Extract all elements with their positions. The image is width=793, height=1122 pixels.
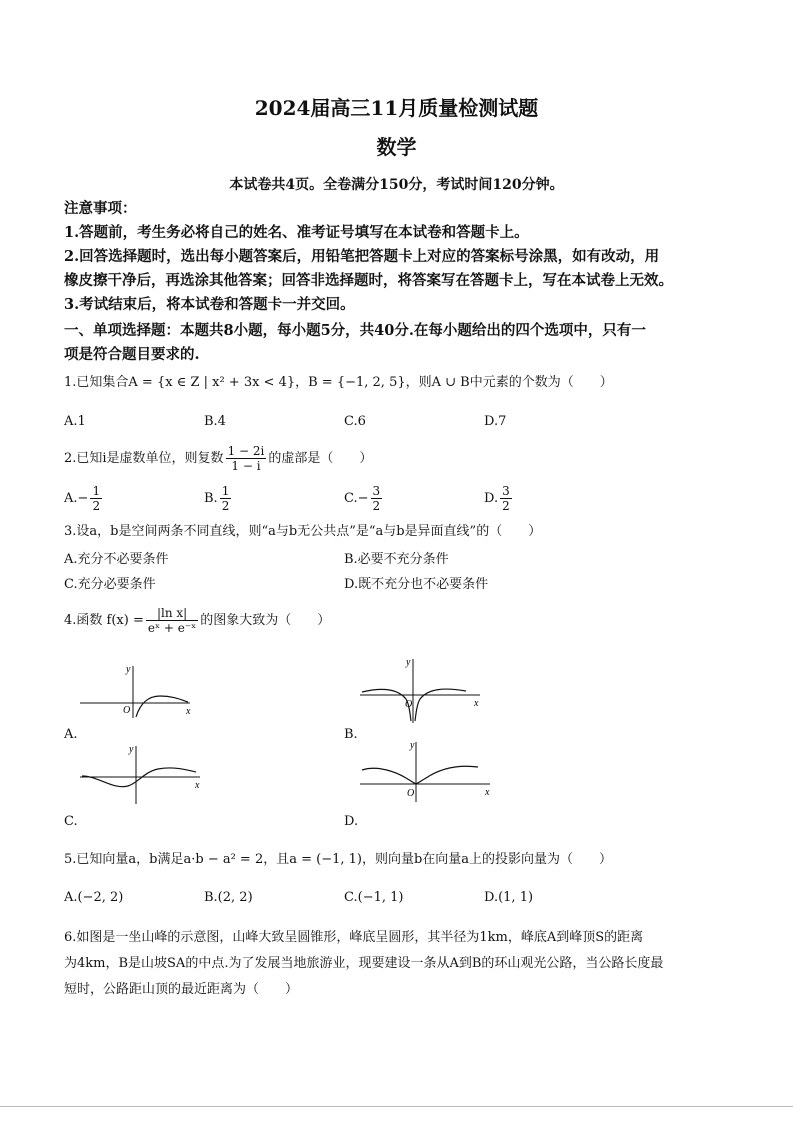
exam-title: 2024届高三11月质量检测试题	[254, 96, 539, 120]
q3-option-b: B.必要不充分条件	[344, 552, 449, 567]
q4-label-d: D.	[344, 814, 359, 829]
q2-denominator: 1 − i	[231, 459, 261, 473]
graph-a-y-label: y	[126, 664, 131, 675]
note-item-2-cont: 橡皮擦干净后，再选涂其他答案；回答非选择题时，将答案写在答题卡上，写在本试卷上无效。	[64, 272, 673, 289]
q2-option-d	[484, 484, 514, 513]
q5-option-c: C.(−1, 1)	[344, 890, 404, 905]
graph-d-y-label: y	[410, 740, 415, 751]
q2-option-c-den: 2	[372, 499, 381, 513]
q2-prefix: 2.已知i是虚数单位，则复数	[64, 451, 224, 466]
q2-option-c-label: C.	[344, 491, 358, 506]
q2-option-c-num: 3	[372, 484, 381, 498]
graph-a-origin: O	[123, 705, 131, 716]
section-heading-line2: 项是符合题目要求的.	[64, 346, 200, 363]
graph-d-x-label: x	[485, 787, 490, 798]
q4-graph-b	[358, 655, 488, 723]
q2-option-b	[204, 484, 233, 513]
q3-option-d: D.既不充分也不必要条件	[344, 577, 489, 592]
graph-d-origin: O	[407, 788, 415, 799]
section-heading-line1: 一、单项选择题：本题共8小题，每小题5分，共40分.在每小题给出的四个选项中，只有一	[64, 322, 646, 339]
q4-denominator: eˣ + e⁻ˣ	[147, 621, 197, 635]
q2-option-c-sign: −	[357, 491, 369, 506]
q5-option-b: B.(2, 2)	[204, 890, 253, 905]
graph-b-y-label: y	[406, 657, 411, 668]
note-item-3: 3.考试结束后，将本试卷和答题卡一并交回。	[64, 296, 355, 313]
q2-option-d-num: 3	[502, 484, 510, 498]
q3-option-a: A.充分不必要条件	[64, 552, 169, 567]
graph-a-x-label: x	[186, 706, 191, 717]
notes-heading: 注意事项：	[64, 200, 137, 217]
graph-c-x-label: x	[195, 780, 200, 791]
q5-option-a: A.(−2, 2)	[64, 890, 124, 905]
q4-label-c: C.	[64, 814, 78, 829]
q2-option-d-fraction	[500, 484, 512, 513]
q6-stem-line1: 6.如图是一坐山峰的示意图，山峰大致呈圆锥形，峰底呈圆形，其半径为1km，峰底A到峰顶S的距离	[64, 930, 644, 945]
graph-b-origin: O	[405, 699, 413, 710]
q2-stem	[64, 444, 372, 473]
q2-option-a-num: 1	[92, 484, 101, 498]
q2-fraction	[226, 444, 267, 473]
q4-graph-a	[78, 660, 198, 718]
page-bottom-rule	[0, 1106, 793, 1107]
q2-option-c-fraction	[371, 484, 383, 513]
graph-a-curve	[136, 696, 188, 717]
q1-stem: 1.已知集合A = {x ∈ Z | x² + 3x < 4}，B = {−1, 2, 5}，则A ∪ B中元素的个数为（ ）	[64, 375, 613, 390]
q6-stem-line2: 为4km，B是山坡SA的中点.为了发展当地旅游业，现要建设一条从A到B的环山观光公路，当公路长度最	[64, 956, 664, 971]
q2-option-a-label: A.	[64, 491, 78, 506]
q4-graph-d	[358, 738, 498, 802]
q4-numerator: |ln x|	[146, 606, 198, 621]
q6-stem-line3: 短时，公路距山顶的最近距离为（ ）	[64, 982, 299, 997]
q2-suffix: 的虚部是（ ）	[268, 451, 373, 466]
q2-option-a-sign: −	[77, 491, 89, 506]
q2-option-c	[344, 484, 384, 513]
q4-label-a: A.	[64, 727, 78, 742]
q4-label-b: B.	[344, 727, 358, 742]
q1-option-c: C.6	[344, 414, 366, 429]
note-item-2: 2.回答选择题时，选出每小题答案后，用铅笔把答题卡上对应的答案标号涂黑，如有改动，用	[64, 248, 660, 265]
q2-option-b-label: B.	[204, 491, 218, 506]
q1-option-d: D.7	[484, 414, 507, 429]
q3-stem: 3.设a，b是空间两条不同直线，则“a与b无公共点”是“a与b是异面直线”的（ ）	[64, 524, 542, 539]
q2-numerator: 1 − 2i	[227, 444, 265, 458]
q5-option-d: D.(1, 1)	[484, 890, 534, 905]
note-item-1: 1.答题前，考生务必将自己的姓名、准考证号填写在本试卷和答题卡上。	[64, 224, 529, 241]
q1-option-b: B.4	[204, 414, 226, 429]
graph-d-curve	[362, 766, 478, 784]
q4-graph-c	[78, 742, 208, 804]
q4-stem	[64, 606, 330, 635]
q2-option-b-fraction	[220, 484, 232, 513]
q4-suffix: 的图象大致为（ ）	[200, 613, 331, 628]
q2-option-b-num: 1	[221, 484, 230, 498]
q4-fraction	[146, 606, 198, 635]
q2-option-b-den: 2	[221, 499, 230, 513]
exam-intro: 本试卷共4页。全卷满分150分，考试时间120分钟。	[229, 177, 564, 193]
q2-option-d-den: 2	[502, 499, 510, 513]
graph-b-x-label: x	[474, 698, 479, 709]
graph-b-curve-right	[415, 689, 466, 721]
q1-option-a: A.1	[64, 414, 86, 429]
q2-option-d-label: D.	[484, 491, 499, 506]
q5-stem: 5.已知向量a，b满足a·b − a² = 2，且a = (−1, 1)，则向量b在向量a上的投影向量为（ ）	[64, 852, 613, 867]
exam-subject: 数学	[376, 135, 417, 159]
q2-option-a	[64, 484, 104, 513]
q2-option-a-fraction	[90, 484, 102, 513]
graph-b-curve-left	[362, 689, 411, 721]
graph-c-y-label: y	[129, 744, 134, 755]
q3-option-c: C.充分必要条件	[64, 577, 156, 592]
q4-prefix: 4.函数 f(x) =	[64, 613, 144, 628]
q2-option-a-den: 2	[92, 499, 101, 513]
